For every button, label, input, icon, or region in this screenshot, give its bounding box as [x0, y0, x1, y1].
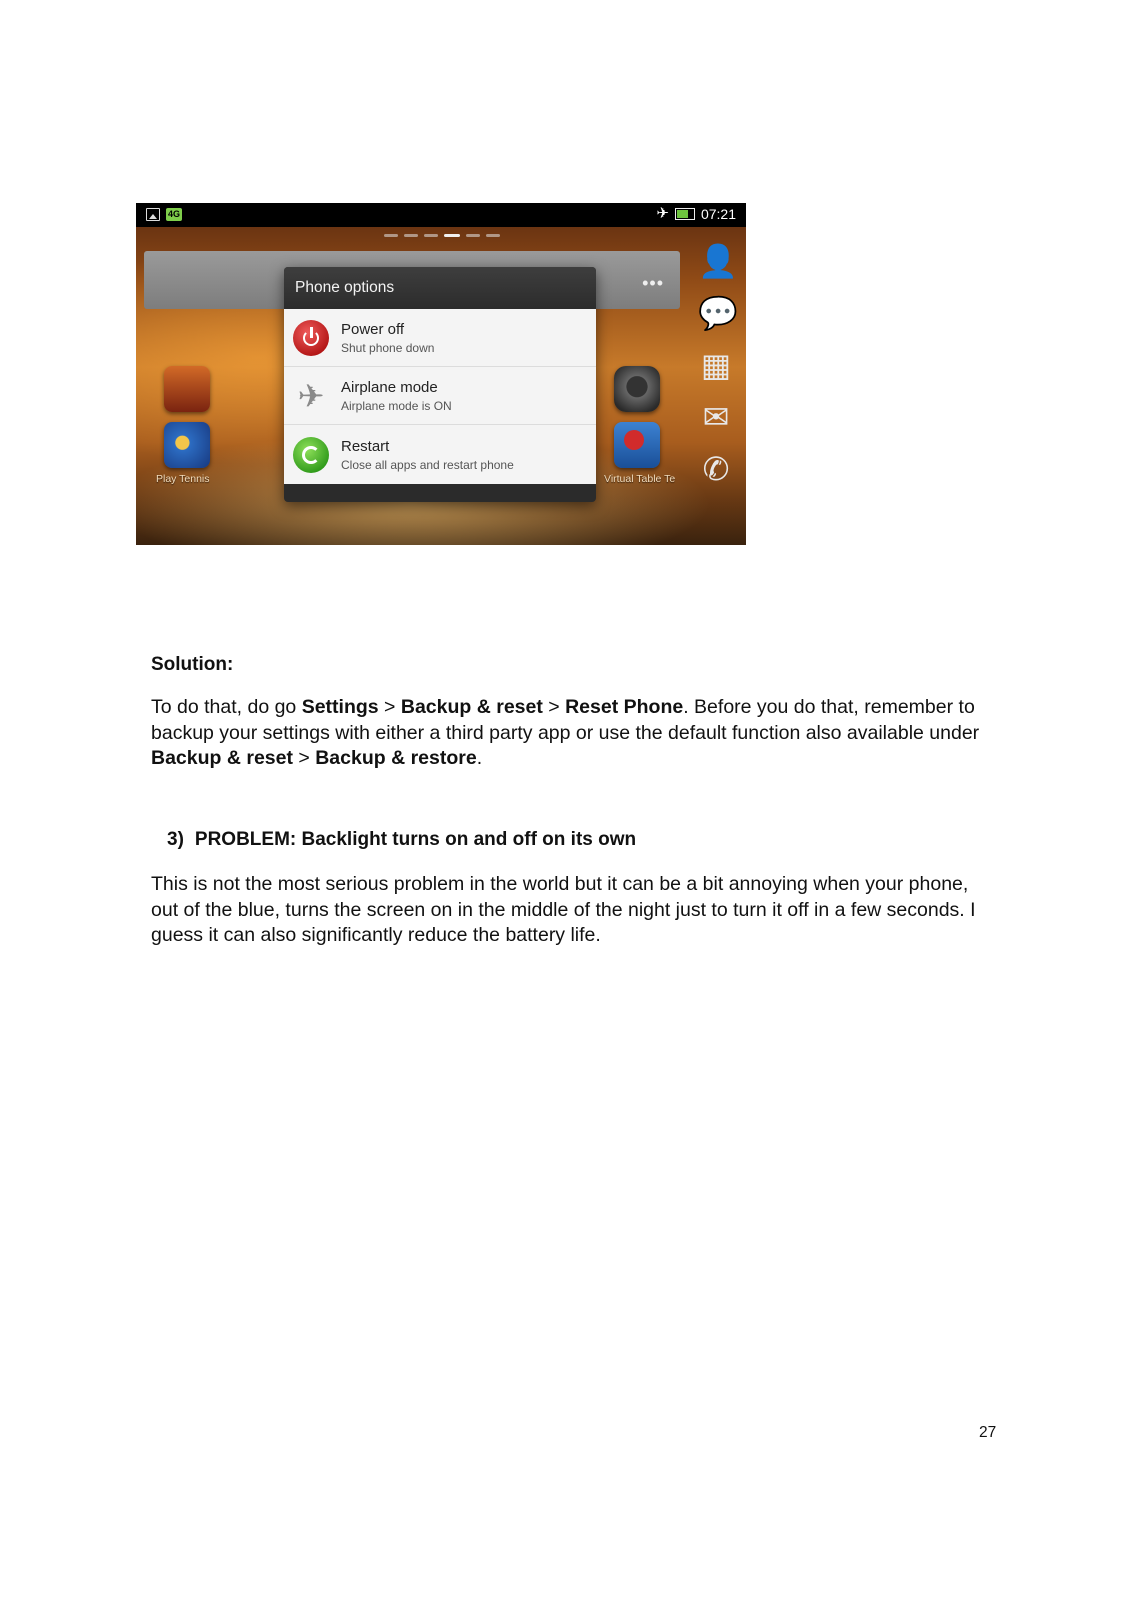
overflow-menu-icon[interactable]: •••: [642, 273, 664, 293]
power-icon: [293, 320, 329, 356]
backup-restore-term: Backup & restore: [315, 747, 477, 769]
battery-icon: [675, 208, 695, 220]
restart-option[interactable]: [284, 425, 596, 484]
app-label-play-tennis: Play Tennis: [156, 473, 210, 485]
option-subtitle: Shut phone down: [341, 340, 435, 355]
virtual-table-tennis-app-icon[interactable]: [614, 422, 660, 468]
status-time: 07:21: [700, 206, 736, 222]
mail-icon[interactable]: ✉: [702, 399, 730, 435]
problem-number: 3): [167, 829, 184, 850]
page-number: 27: [979, 1424, 997, 1441]
voice-app-icon[interactable]: [614, 366, 660, 412]
status-bar: [136, 203, 746, 227]
solution-paragraph: To do that, do go Settings > Backup & reset > Reset Phone. Before you do that, remember to backup your settings with either a third party app or use the default function also available under Backup & reset > Backup & restore.: [151, 696, 980, 769]
people-icon[interactable]: 👤: [698, 243, 738, 279]
solution-heading: Solution:: [151, 654, 234, 675]
backup-reset-term: Backup & reset: [151, 747, 293, 769]
picture-notification-icon: [146, 208, 160, 221]
network-badge: 4G: [168, 209, 181, 219]
option-subtitle: Close all apps and restart phone: [341, 457, 514, 472]
apps-grid-icon[interactable]: ▦: [700, 347, 732, 383]
phone-icon[interactable]: ✆: [702, 451, 730, 487]
play-tennis-app-icon[interactable]: [164, 422, 210, 468]
option-subtitle: Airplane mode is ON: [341, 398, 452, 413]
airplane-mode-option[interactable]: [284, 367, 596, 425]
settings-term: Settings: [301, 696, 379, 718]
power-off-option[interactable]: [284, 309, 596, 367]
problem-heading: [167, 829, 997, 851]
airplane-icon: ✈: [297, 377, 325, 414]
option-title: Power off: [341, 320, 405, 338]
restart-icon: [293, 437, 329, 473]
home-page-indicator: [384, 234, 500, 237]
backup-reset-term: Backup & reset: [400, 696, 543, 718]
phone-options-dialog: [284, 267, 596, 502]
option-title: Airplane mode: [341, 378, 438, 396]
reset-phone-term: Reset Phone: [565, 696, 684, 718]
quick-launch-rail: [686, 227, 746, 545]
airplane-status-icon: ✈: [656, 205, 669, 222]
app-label-virtual-table-tennis: Virtual Table Te: [604, 473, 676, 485]
dialog-title: Phone options: [284, 267, 596, 309]
phone-screenshot: [136, 203, 746, 545]
option-title: Restart: [341, 437, 390, 455]
messages-icon[interactable]: 💬: [698, 295, 738, 331]
problem-paragraph: This is not the most serious problem in the world but it can be a bit annoying when your phone, out of the blue, turns the screen on in the middle of the night just to turn it off in a few seconds. I guess it can also significantly reduce the battery life.: [151, 873, 976, 946]
problem-title: PROBLEM: Backlight turns on and off on its own: [194, 829, 637, 850]
gallery-app-icon[interactable]: [164, 366, 210, 412]
